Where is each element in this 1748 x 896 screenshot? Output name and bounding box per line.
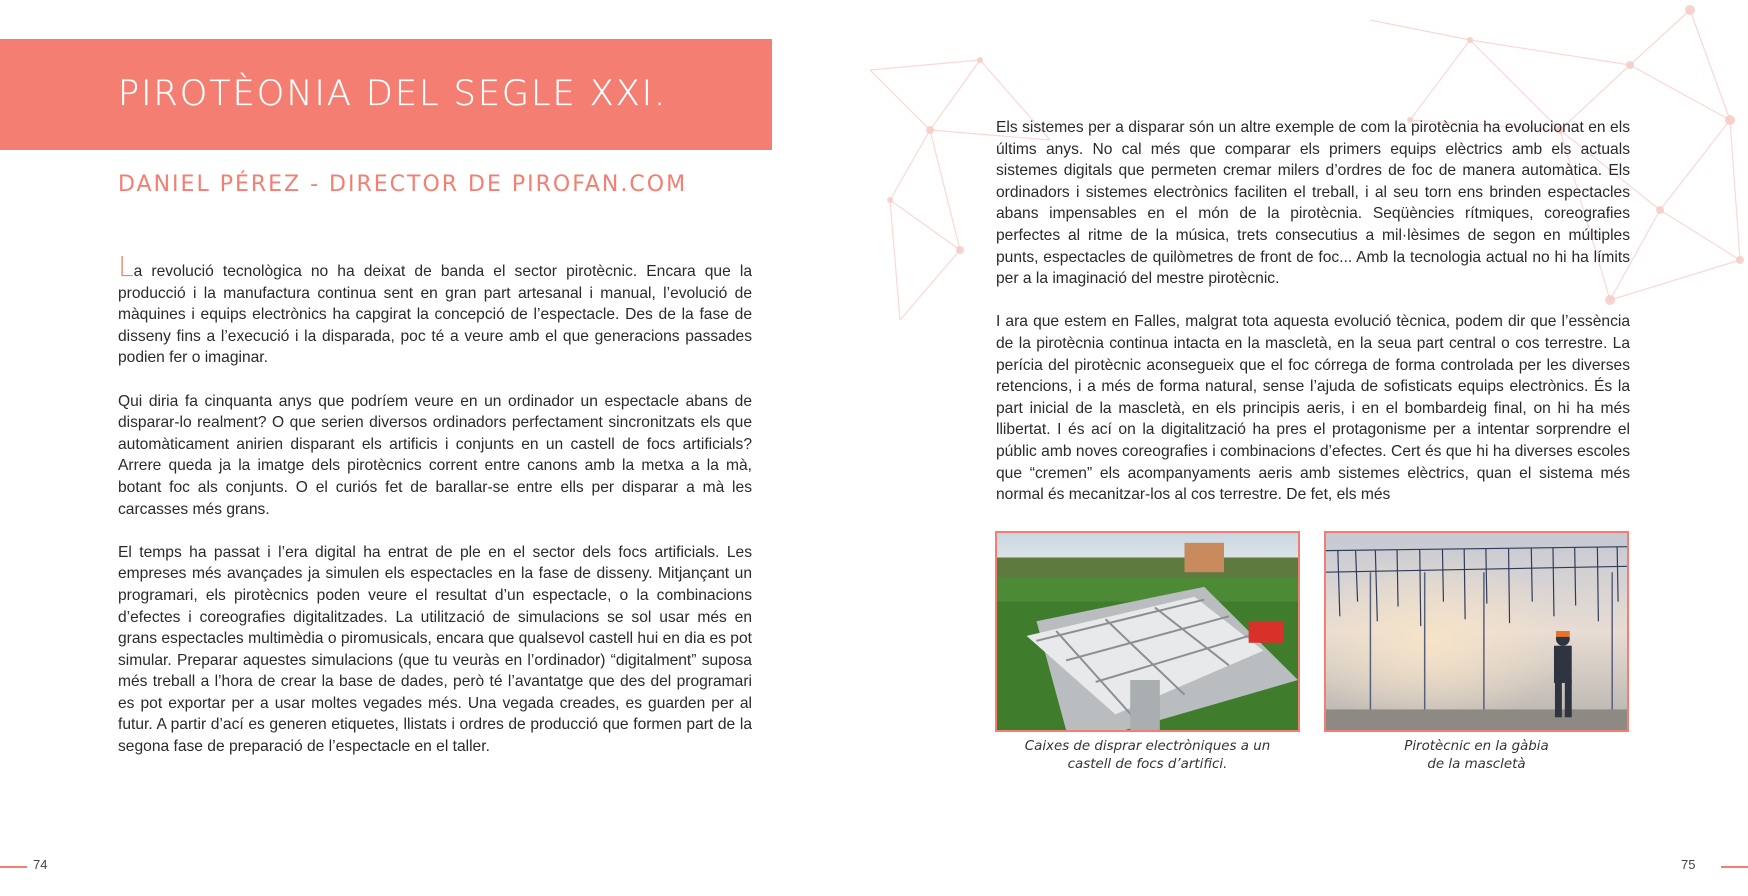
article-title: PIROTÈONIA DEL SEGLE XXI.	[118, 74, 668, 114]
paragraph: I ara que estem en Falles, malgrat tota aquesta evolució tècnica, podem dir que l’essència de la pirotècnia continua intacta en la mascletà, en la seua part central o cos terrestre. La perícia del pirotècnic aconsegueix que el foc córrega de forma controlada per les diverses retencions, i a més de forma natural, sense l’ajuda de sofisticats equips electrònics. És la part inicial de la mascletà, en els principis aeris, i en el bombardeig final, on hi ha més llibertat. I és ací on la digitalització ha pres el protagonisme per a intentar sorprendre el públic amb noves coreografies i combinacions d’efectes. Cert és que hi ha diverses escoles que “cremen” els acompanyaments aeris amb sistemes elèctrics, quan el sistema més normal és mecanitzar-los al cos terrestre. De fet, els més	[996, 313, 1630, 504]
photo-caption	[1324, 738, 1629, 774]
folio-rule-right	[1721, 866, 1748, 868]
caption-line: Pirotècnic en la gàbia	[1404, 739, 1549, 754]
paragraph-text: a revolució tecnològica no ha deixat de banda el sector pirotècnic. Encara que la producció i la manufactura continua sent en gran part artesanal i manual, l’evolució de màquines i equips electrònics ha capgirat la concepció de l’espectacle. Des de la fase de disseny fins a l’execució i la disparada, poc té a veure amb el que generacions passades podien fer o imaginar.	[118, 263, 752, 367]
page-number-left: 74	[33, 857, 48, 872]
folio-rule-left	[0, 866, 27, 868]
paragraph: Els sistemes per a disparar són un altre exemple de com la pirotècnia ha evolucionat en els últims anys. No cal més que comparar els primers equips elèctrics amb els actuals sistemes digitals que permeten cremar milers d’ordres de foc de manera automàtica. Els ordinadors i sistemes electrònics faciliten el treball, i al seu torn ens brinden espectacles abans impensables en el món de la pirotècnia. Seqüències rítmiques, coreografies perfectes al ritme de la música, trets consecutius a mil·lèsimes de segon en múltiples punts, espectacles de quilòmetres de front de foc... Amb la tecnologia actual no hi ha límits per a la imaginació del mestre pirotècnic.	[996, 119, 1630, 288]
photo-caption	[995, 738, 1300, 774]
paragraph: Qui diria fa cinquanta anys que podríem veure en un ordinador un espectacle abans de disparar-lo realment? O que serien diversos ordinadors perfectament sincronitzats els que automàticament anirien disparant els artificis i conjunts en un castell de focs artificials? Arrere queda ja la imatge dels pirotècnics corrent entre canons amb la metxa a la mà, botant foc als conjunts. O el curiós fet de barallar-se entre ells per disparar a mà les carcasses més grans.	[118, 392, 752, 518]
right-text-column	[996, 117, 1630, 527]
caption-line: de la mascletà	[1427, 757, 1526, 772]
left-text-column	[118, 250, 752, 779]
photo-firing-boxes	[995, 531, 1300, 732]
caption-line: castell de focs d’artifici.	[1067, 757, 1228, 772]
caption-line: Caixes de disprar electròniques a un	[1024, 739, 1271, 754]
paragraph: El temps ha passat i l’era digital ha entrat de ple en el sector dels focs artificials. Les empreses més avançades ja simulen els espectacles en la fase de disseny. Mitjançant un programari, els pirotècnics poden veure el resultat d’un espectacle, o la combinacions d’efectes i coreografies digitalitzades. La utilització de simulacions se sol usar més en grans espectacles multimèdia o piromusicals, encara que qualsevol castell hui en dia es pot simular. Preparar aquestes simulacions (que tu veuràs en l’ordinador) “digitalment” suposa més treball a l’hora de crear la base de dades, però té l’avantatge que des del programari es pot exportar per a usar moltes vegades més. Una vegada creades, es guarden per al futur. A partir d’ací es generen etiquetes, llistats i ordres de producció que formen part de la segona fase de preparació de l’espectacle en el taller.	[118, 543, 752, 756]
paragraph	[118, 250, 752, 369]
article-byline: DANIEL PÉREZ - DIRECTOR DE PIROFAN.COM	[118, 172, 688, 197]
drop-cap: L	[118, 250, 134, 283]
page-number-right: 75	[1681, 857, 1696, 872]
photo-pyrotechnician-cage	[1324, 531, 1629, 732]
